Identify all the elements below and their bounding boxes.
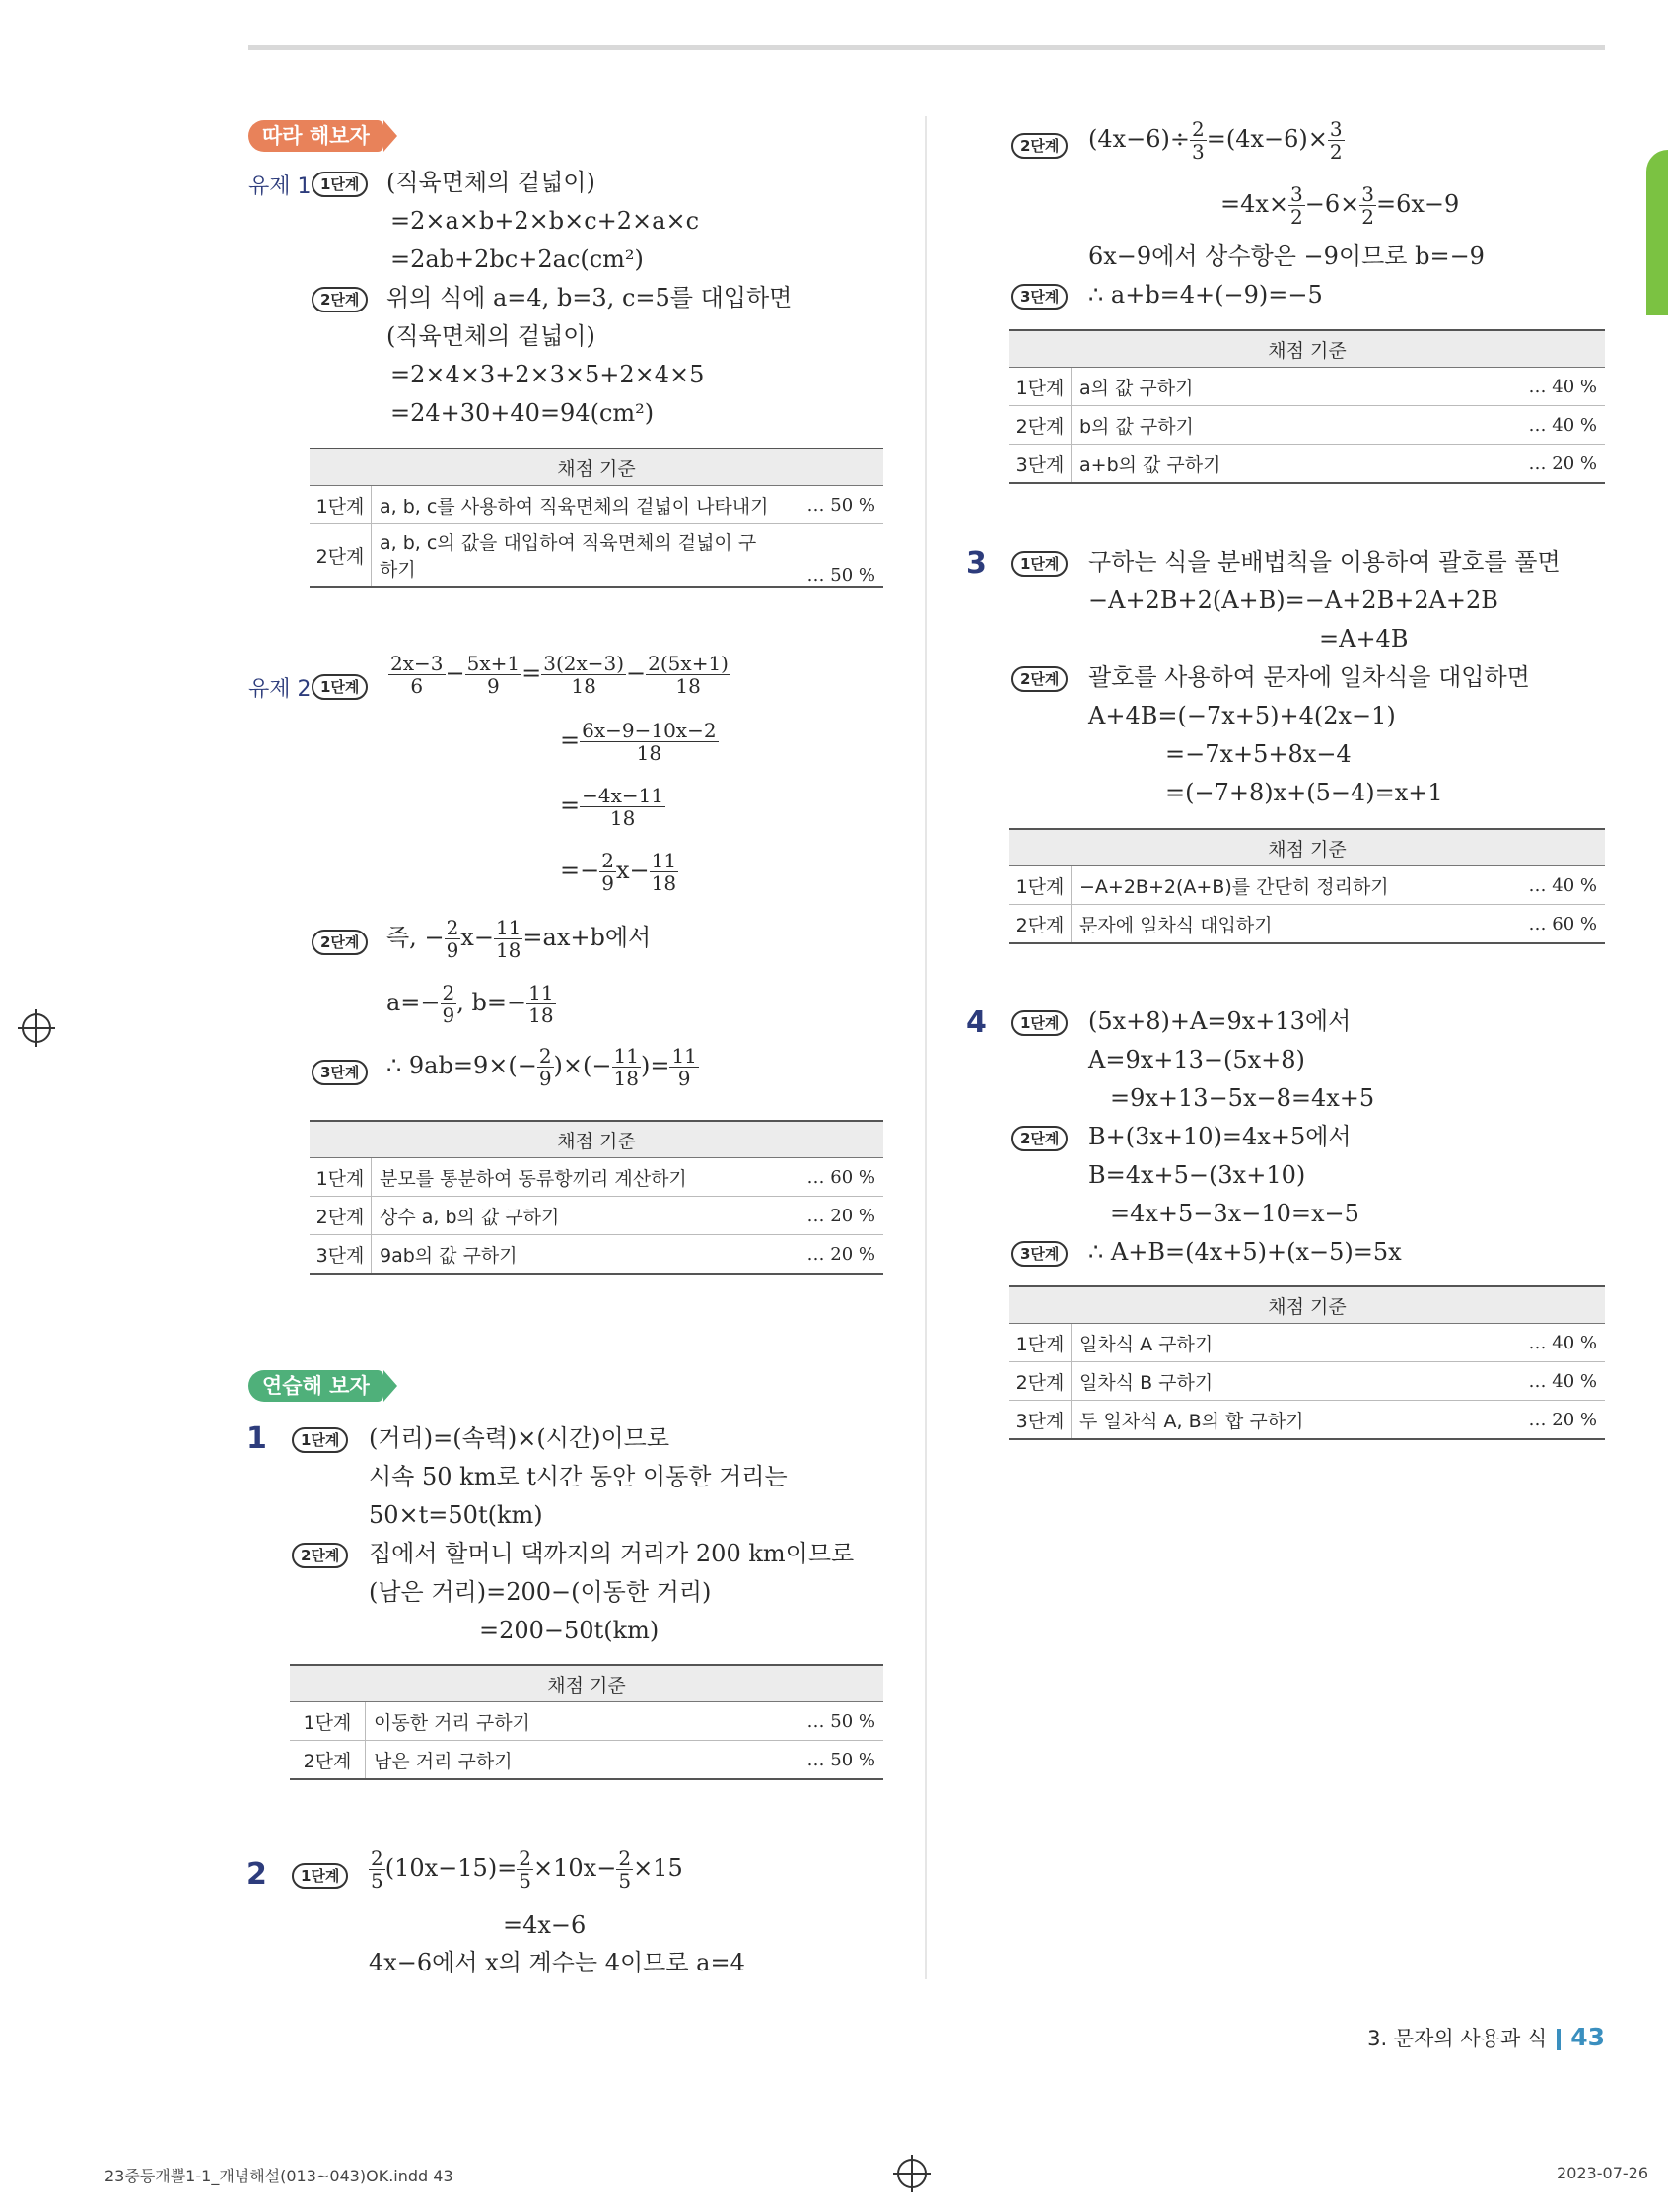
solution-line: ∴ a+b=4+(−9)=−5 (1088, 281, 1323, 309)
step-badge: 1단계 (1011, 1010, 1068, 1036)
pct-cell: … 40 % (1500, 866, 1605, 905)
solution-line: ∴ A+B=(4x+5)+(x−5)=5x (1088, 1238, 1402, 1266)
solution-line: 즉, − $\frac{2}{9}$ x− $\frac{11}{18}$ =ax+b에서 (386, 916, 652, 962)
pct-cell: … 40 % (1500, 368, 1605, 406)
table-row (1009, 406, 1605, 445)
solution-line: B+(3x+10)=4x+5에서 (1088, 1123, 1352, 1150)
solution-line: =4x−6 (503, 1911, 587, 1939)
desc-cell: −A+2B+2(A+B)를 간단히 정리하기 (1072, 866, 1501, 905)
example-2-label: 유제 2 (248, 677, 312, 702)
stage-cell: 2단계 (310, 524, 372, 588)
table-header: 채점 기준 (1009, 330, 1605, 368)
pct-cell: … 60 % (1500, 905, 1605, 944)
solution-line: 위의 식에 a=4, b=3, c=5를 대입하면 (386, 284, 793, 311)
solution-line: A+4B=(−7x+5)+4(2x−1) (1088, 702, 1396, 729)
stage-cell: 3단계 (1009, 445, 1072, 484)
table-row (1009, 905, 1605, 944)
table-header: 채점 기준 (290, 1665, 883, 1702)
stage-cell: 3단계 (310, 1235, 372, 1275)
desc-cell: a, b, c의 값을 대입하여 직육면체의 겉넓이 구하기 (372, 524, 780, 588)
desc-cell: 문자에 일차식 대입하기 (1072, 905, 1501, 944)
stage-cell: 3단계 (1009, 1401, 1072, 1440)
scoring-table-p1 (290, 1664, 883, 1780)
pct-cell: … 60 % (779, 1158, 883, 1197)
stage-cell: 2단계 (1009, 406, 1072, 445)
chapter-title: 3. 문자의 사용과 식 (1367, 2027, 1548, 2050)
solution-line: 4x−6에서 x의 계수는 4이므로 a=4 (369, 1949, 745, 1976)
stage-cell: 1단계 (290, 1702, 366, 1741)
stage-cell: 1단계 (1009, 866, 1072, 905)
scoring-table-ex1 (310, 448, 883, 588)
stage-cell: 1단계 (310, 1158, 372, 1197)
solution-line: −A+2B+2(A+B)=−A+2B+2A+2B (1088, 587, 1498, 614)
solution-line: 시속 50 km로 t시간 동안 이동한 거리는 (369, 1463, 788, 1490)
problem-number: 2 (246, 1857, 267, 1892)
running-footer (1367, 2023, 1605, 2052)
section-title-practice: 연습해 보자 (248, 1370, 383, 1402)
table-row (1009, 445, 1605, 484)
step-badge: 2단계 (1011, 133, 1068, 159)
step-badge: 2단계 (1011, 666, 1068, 692)
table-header: 채점 기준 (310, 449, 883, 486)
desc-cell: b의 값 구하기 (1072, 406, 1501, 445)
solution-line: (4x−6)÷ $\frac{2}{3}$ =(4x−6)× $\frac{3}{2}$ (1088, 117, 1343, 164)
solution-line: 50×t=50t(km) (369, 1501, 543, 1529)
table-row (1009, 1324, 1605, 1362)
solution-line: 6x−9에서 상수항은 −9이므로 b=−9 (1088, 242, 1485, 270)
solution-line: A=9x+13−(5x+8) (1088, 1046, 1305, 1073)
solution-line: =4x+5−3x−10=x−5 (1110, 1200, 1359, 1227)
solution-line: =2×a×b+2×b×c+2×a×c (390, 207, 700, 235)
print-date: 2023-07-26 (1557, 2164, 1648, 2182)
pct-cell: … 20 % (779, 1197, 883, 1235)
solution-line: =24+30+40=94(cm²) (390, 399, 655, 427)
stage-cell: 1단계 (1009, 1324, 1072, 1362)
pct-cell: … 40 % (1500, 406, 1605, 445)
table-row (310, 1197, 883, 1235)
solution-line: (거리)=(속력)×(시간)이므로 (369, 1424, 670, 1452)
stage-cell: 2단계 (290, 1741, 366, 1780)
step-badge: 2단계 (1011, 1126, 1068, 1151)
desc-cell: 일차식 B 구하기 (1072, 1362, 1501, 1401)
step-badge: 1단계 (292, 1427, 348, 1453)
step-badge: 1단계 (1011, 551, 1068, 577)
step-badge: 1단계 (312, 172, 368, 197)
top-rule (248, 45, 1605, 50)
step-badge: 1단계 (312, 674, 368, 700)
solution-line: =(−7+8)x+(5−4)=x+1 (1165, 779, 1443, 806)
stage-cell: 1단계 (310, 486, 372, 524)
scoring-table-p3 (1009, 828, 1605, 944)
desc-cell: 상수 a, b의 값 구하기 (372, 1197, 780, 1235)
solution-line: a=− $\frac{2}{9}$ , b=− $\frac{11}{18}$ (386, 981, 554, 1027)
scoring-table-p4 (1009, 1285, 1605, 1440)
example-1-label: 유제 1 (248, 174, 312, 199)
solution-line: = $\frac{6x-9-10x-2}{18}$ (560, 719, 717, 765)
solution-line: (직육면체의 겉넓이) (386, 322, 595, 350)
solution-line: $\frac{2}{5}$ (10x−15)= $\frac{2}{5}$ ×10x− $\frac{2}{5}$ ×15 (371, 1846, 683, 1893)
chapter-side-tab (1646, 150, 1668, 315)
table-row (1009, 1362, 1605, 1401)
desc-cell: 이동한 거리 구하기 (366, 1702, 780, 1741)
pct-cell: … 50 % (779, 524, 883, 588)
pct-cell: … 20 % (779, 1235, 883, 1275)
registration-mark-icon (22, 1013, 51, 1043)
pct-cell: … 40 % (1500, 1324, 1605, 1362)
pct-cell: … 20 % (1500, 1401, 1605, 1440)
table-row (310, 1158, 883, 1197)
solution-line: (남은 거리)=200−(이동한 거리) (369, 1578, 712, 1606)
pct-cell: … 50 % (779, 486, 883, 524)
table-row (1009, 1401, 1605, 1440)
table-row (1009, 866, 1605, 905)
desc-cell: a의 값 구하기 (1072, 368, 1501, 406)
registration-mark-icon (897, 2159, 927, 2188)
pct-cell: … 50 % (779, 1741, 883, 1780)
pct-cell: … 20 % (1500, 445, 1605, 484)
table-header: 채점 기준 (310, 1121, 883, 1158)
stage-cell: 2단계 (1009, 905, 1072, 944)
solution-line: $\frac{2x-3}{6}$ − $\frac{5x+1}{9}$ = $\frac{3(2x-3)}{18}$ − $\frac{2(5x+1)}{18}$ (390, 652, 729, 698)
step-badge: 1단계 (292, 1863, 348, 1889)
solution-line: =4x× $\frac{3}{2}$ −6× $\frac{3}{2}$ =6x−9 (1220, 182, 1460, 229)
problem-number: 1 (246, 1421, 267, 1456)
solution-line: (5x+8)+A=9x+13에서 (1088, 1007, 1352, 1035)
column-divider (925, 116, 927, 1979)
table-header: 채점 기준 (1009, 829, 1605, 866)
scoring-table-ex2 (310, 1120, 883, 1275)
step-badge: 2단계 (312, 287, 368, 312)
step-badge: 2단계 (292, 1543, 348, 1568)
table-row (310, 524, 883, 588)
solution-line: =200−50t(km) (479, 1617, 660, 1644)
solution-line: =− $\frac{2}{9}$ x− $\frac{11}{18}$ (560, 849, 677, 895)
solution-line: 구하는 식을 분배법칙을 이용하여 괄호를 풀면 (1088, 548, 1561, 576)
file-info: 23중등개뿔1-1_개념해설(013~043)OK.indd 43 (104, 2167, 453, 2185)
problem-number: 3 (966, 546, 987, 581)
table-row (310, 1235, 883, 1275)
desc-cell: 분모를 통분하여 동류항끼리 계산하기 (372, 1158, 780, 1197)
desc-cell: 두 일차식 A, B의 합 구하기 (1072, 1401, 1501, 1440)
solution-line: =−7x+5+8x−4 (1165, 740, 1352, 768)
page-number: 43 (1570, 2023, 1605, 2051)
desc-cell: a, b, c를 사용하여 직육면체의 겉넓이 나타내기 (372, 486, 780, 524)
solution-line: 집에서 할머니 댁까지의 거리가 200 km이므로 (369, 1540, 855, 1567)
desc-cell: 남은 거리 구하기 (366, 1741, 780, 1780)
footer-divider (1557, 2029, 1561, 2050)
section-title-follow: 따라 해보자 (248, 120, 383, 152)
problem-number: 4 (966, 1005, 987, 1040)
scoring-table-p2 (1009, 329, 1605, 484)
table-row (1009, 368, 1605, 406)
solution-line: =A+4B (1319, 625, 1409, 653)
desc-cell: 일차식 A 구하기 (1072, 1324, 1501, 1362)
solution-line: B=4x+5−(3x+10) (1088, 1161, 1306, 1189)
solution-line: 괄호를 사용하여 문자에 일차식을 대입하면 (1088, 663, 1530, 691)
table-row (310, 486, 883, 524)
solution-line: =9x+13−5x−8=4x+5 (1110, 1084, 1375, 1112)
stage-cell: 2단계 (1009, 1362, 1072, 1401)
table-row (290, 1741, 883, 1780)
solution-line: =2×4×3+2×3×5+2×4×5 (390, 361, 705, 388)
solution-line: (직육면체의 겉넓이) (386, 169, 595, 196)
desc-cell: 9ab의 값 구하기 (372, 1235, 780, 1275)
table-row (290, 1702, 883, 1741)
stage-cell: 2단계 (310, 1197, 372, 1235)
step-badge: 3단계 (312, 1060, 368, 1085)
table-header: 채점 기준 (1009, 1286, 1605, 1324)
solution-line: = $\frac{-4x-11}{18}$ (560, 784, 664, 830)
solution-line: =2ab+2bc+2ac(cm²) (390, 245, 644, 273)
step-badge: 2단계 (312, 930, 368, 955)
step-badge: 3단계 (1011, 1241, 1068, 1267)
solution-line: ∴ 9ab=9×(− $\frac{2}{9}$ )×(− $\frac{11}{18}$ )= $\frac{11}{9}$ (386, 1044, 697, 1090)
pct-cell: … 50 % (779, 1702, 883, 1741)
step-badge: 3단계 (1011, 284, 1068, 310)
desc-cell: a+b의 값 구하기 (1072, 445, 1501, 484)
stage-cell: 1단계 (1009, 368, 1072, 406)
pct-cell: … 40 % (1500, 1362, 1605, 1401)
